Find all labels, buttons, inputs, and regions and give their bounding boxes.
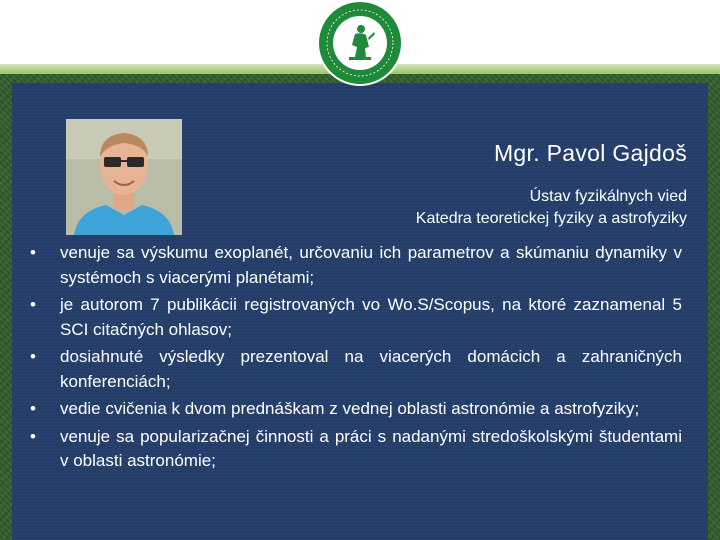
list-item	[30, 345, 682, 394]
department-name: Katedra teoretickej fyziky a astrofyziky	[415, 210, 687, 227]
list-item-text: vedie cvičenia k dvom prednáškam z vednej oblasti astronómie a astrofyziky;	[60, 399, 640, 418]
list-item-text: venuje sa výskumu exoplanét, určovaniu ich parametrov a skúmaniu dynamiky v systémoch s viacerými planétami;	[60, 243, 682, 287]
list-item-text: venuje sa popularizačnej činnosti a práci s nadanými stredoškolskými študentami v oblasti astronómie;	[60, 426, 682, 470]
list-item-text: je autorom 7 publikácii registrovaných vo Wo.S/Scopus, na ktoré zaznamenal 5 SCI citačných ohlasov;	[60, 295, 682, 339]
profile-photo	[66, 119, 182, 235]
institute-name: Ústav fyzikálnych vied	[529, 188, 687, 205]
list-item	[30, 397, 682, 422]
person-name: Mgr. Pavol Gajdoš	[493, 140, 687, 166]
bullet-marker: •	[30, 347, 36, 366]
bullet-marker: •	[30, 426, 36, 446]
list-item	[30, 241, 682, 290]
university-seal-logo	[319, 2, 401, 84]
bullet-marker: •	[30, 399, 36, 418]
list-item-text: dosiahnuté výsledky prezentoval na viacerých domácich a zahraničných konferenciách;	[60, 347, 682, 391]
bullet-marker: •	[30, 295, 36, 314]
achievements-list	[30, 241, 682, 477]
affiliation	[416, 186, 687, 230]
list-item	[30, 425, 682, 474]
bullet-marker: •	[30, 243, 36, 262]
list-item	[30, 293, 682, 342]
